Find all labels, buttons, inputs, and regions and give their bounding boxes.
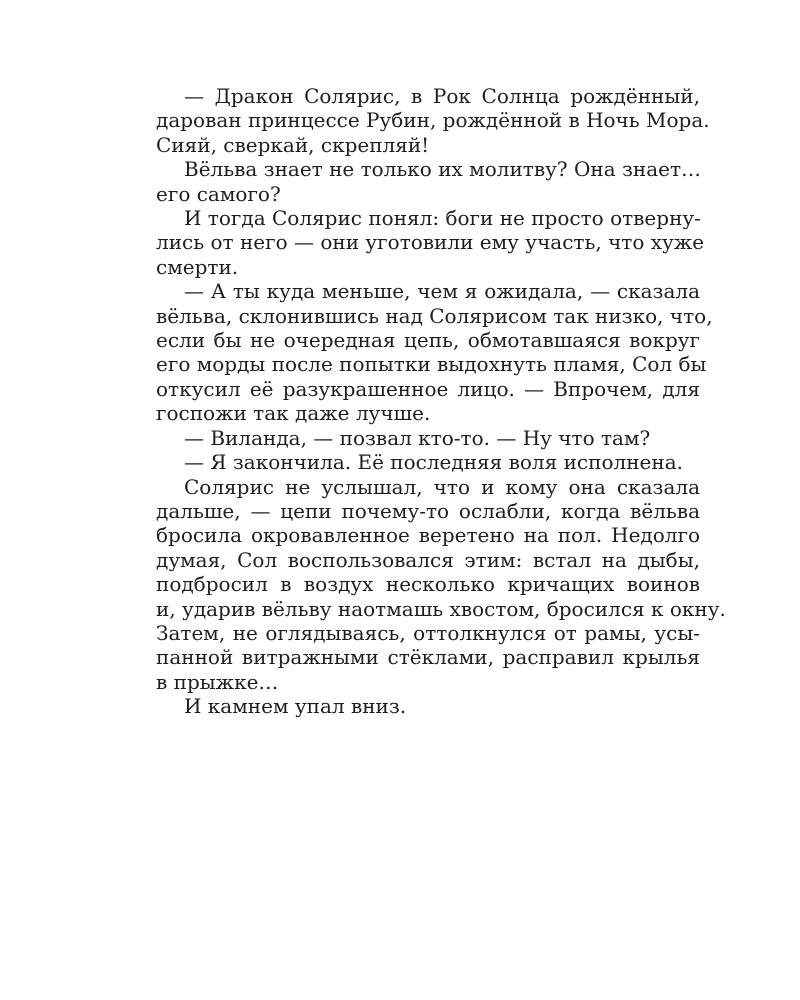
text-line: его самого?: [156, 181, 281, 206]
text-line: подбросил в воздух несколько кричащих воинов: [156, 572, 700, 597]
text-line: дальше, — цепи почему-то ослабли, когда вёльва: [156, 498, 700, 523]
text-line: смерти.: [156, 254, 239, 279]
paragraph-6: [128, 450, 700, 474]
text-line: и, ударив вёльву наотмашь хвостом, бросился к окну.: [156, 596, 726, 621]
text-line: Солярис не услышал, что и кому она сказала: [184, 474, 700, 499]
paragraph-4: [128, 279, 713, 426]
text-line: думая, Сол воспользовался этим: встал на дыбы,: [156, 547, 700, 572]
text-line: Затем, не оглядываясь, оттолкнулся от рамы, усы-: [156, 620, 700, 645]
text-line: панной витражными стёклами, расправил крылья: [156, 645, 700, 670]
text-line: И тогда Солярис понял: боги не просто отверну-: [184, 206, 701, 231]
text-line: вёльва, склонившись над Солярисом так низко, что,: [156, 303, 713, 328]
text-line: в прыжке…: [156, 669, 279, 694]
text-line: дарован принцессе Рубин, рождённой в Ночь Мора.: [156, 108, 710, 133]
text-line: если бы не очередная цепь, обмотавшаяся вокруг: [156, 328, 700, 353]
text-line: лись от него — они уготовили ему участь, что хуже: [156, 230, 705, 255]
paragraph-5: [128, 426, 700, 450]
text-line: — Я закончила. Её последняя воля исполнена.: [184, 450, 683, 475]
text-line: — Виланда, — позвал кто-то. — Ну что там?: [184, 425, 651, 450]
paragraph-1: [128, 84, 710, 157]
paragraph-2: [128, 157, 700, 206]
text-line: его морды после попытки выдохнуть пламя, Сол бы: [156, 352, 707, 377]
paragraph-8: [128, 694, 700, 718]
text-line: откусил её разукрашенное лицо. — Впрочем, для: [156, 376, 700, 401]
text-line: Сияй, сверкай, скрепляй!: [156, 132, 430, 157]
body-text: [128, 84, 726, 719]
text-line: госпожи так даже лучше.: [156, 401, 431, 426]
paragraph-3: [128, 206, 705, 279]
text-line: бросила окровавленное веретено на пол. Недолго: [156, 523, 700, 548]
paragraph-7: [128, 474, 726, 695]
text-line: — А ты куда меньше, чем я ожидала, — сказала: [184, 279, 700, 304]
text-line: — Дракон Солярис, в Рок Солнца рождённый,: [184, 84, 700, 108]
text-line: И камнем упал вниз.: [184, 694, 407, 719]
text-line: Вёльва знает не только их молитву? Она знает…: [184, 157, 702, 182]
